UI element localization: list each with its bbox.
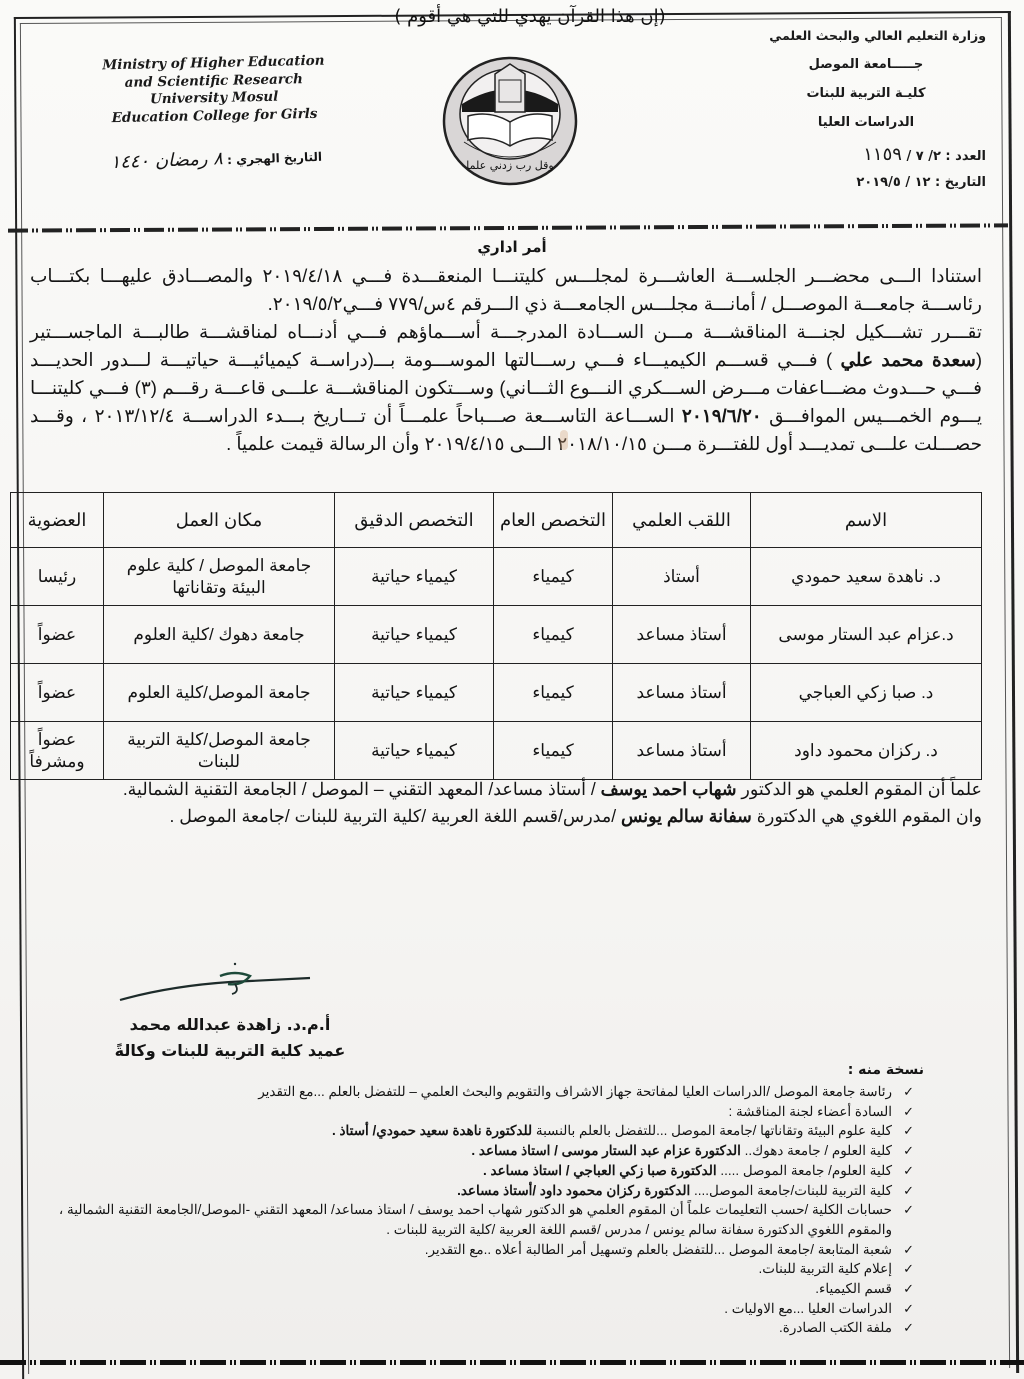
arabic-college: كليـة التربية للبنات xyxy=(806,86,926,101)
list-item xyxy=(34,1102,914,1122)
check-icon: ✓ xyxy=(903,1084,914,1099)
english-ministry: Ministry of Higher Education xyxy=(102,52,325,74)
cell-precise-specialty: كيمياء حياتية xyxy=(335,548,494,606)
committee-table xyxy=(10,492,982,780)
cell-general-specialty: كيمياء xyxy=(494,664,613,722)
cell-general-specialty: كيمياء xyxy=(494,606,613,664)
copy-recipient: ملفة الكتب الصادرة. xyxy=(779,1320,892,1336)
list-item xyxy=(34,1259,914,1279)
arabic-department: الدراسات العليا xyxy=(817,115,915,130)
cell-precise-specialty: كيمياء حياتية xyxy=(335,606,494,664)
english-letterhead xyxy=(83,52,344,127)
copy-recipient-bold: الدكتورة ركزان محمود داود /أستاذ مساعد. xyxy=(457,1182,691,1198)
hijri-date-value: ٨ رمضان ١٤٤٠ xyxy=(110,148,224,174)
column-header-title: اللقب العلمي xyxy=(613,493,751,548)
list-item xyxy=(34,1299,914,1319)
cell-name: د. صبا زكي العباجي xyxy=(751,664,982,722)
list-item xyxy=(34,1279,914,1299)
english-ministry-2: and Scientific Research xyxy=(124,70,304,91)
quran-verse: (إن هذا القرآن يهدي للتي هي أقوم ) xyxy=(394,6,666,27)
linguistic-evaluator-name: سفانة سالم يونس xyxy=(620,806,752,826)
note-text: /مدرس/قسم اللغة العربية /كلية التربية للبنات /جامعة الموصل . xyxy=(169,806,621,826)
cell-name: د. ناهدة سعيد حمودي xyxy=(751,548,982,606)
signatory-name: أ.م.د. زاهدة عبدالله محمد xyxy=(129,1015,331,1034)
linguistic-evaluator-note xyxy=(30,803,982,830)
copy-recipient: الدراسات العليا ...مع الاوليات . xyxy=(724,1300,892,1316)
check-icon: ✓ xyxy=(903,1143,914,1159)
english-university: University Mosul xyxy=(149,88,279,108)
cell-membership: عضواً ومشرفاً xyxy=(11,722,104,780)
copies-list xyxy=(34,1082,914,1338)
cell-workplace: جامعة الموصل/كلية التربية للبنات xyxy=(104,722,335,780)
list-item xyxy=(34,1181,914,1201)
cell-title: أستاذ مساعد xyxy=(613,722,751,780)
note-text: علماً أن المقوم العلمي هو الدكتور xyxy=(736,779,982,799)
check-icon: ✓ xyxy=(903,1123,914,1139)
reference-number xyxy=(746,144,986,165)
cell-name: د. ركزان محمود داود xyxy=(751,722,982,780)
cell-general-specialty: كيمياء xyxy=(494,722,613,780)
check-icon: ✓ xyxy=(903,1320,914,1336)
english-college: Education College for Girls xyxy=(111,105,318,126)
order-paragraph-2 xyxy=(30,318,982,458)
copies-heading: نسخة منه : xyxy=(847,1062,924,1078)
column-header-precise-specialty: التخصص الدقيق xyxy=(335,493,494,548)
copy-recipient-bold: للدكتورة ناهدة سعيد حمودي/ أستاذ . xyxy=(332,1123,533,1139)
copy-recipient: كلية علوم البيئة وتقاناتها /جامعة الموصل ...للتفضل بالعلم بالنسبة xyxy=(532,1123,892,1139)
list-item xyxy=(34,1141,914,1161)
cell-title: أستاذ xyxy=(613,548,751,606)
list-item xyxy=(34,1240,914,1260)
cell-membership: عضواً xyxy=(11,664,104,722)
column-header-workplace: مكان العمل xyxy=(104,493,335,548)
check-icon: ✓ xyxy=(903,1103,914,1119)
letter-date-label: التاريخ : ١٢ / xyxy=(905,175,986,190)
check-icon: ✓ xyxy=(903,1241,914,1257)
signatory-block xyxy=(100,1012,360,1064)
copy-recipient: كلية العلوم/ جامعة الموصل ..... xyxy=(716,1162,892,1178)
scientific-evaluator-note xyxy=(30,776,982,803)
order-body xyxy=(30,262,982,458)
order-paragraph-1: استنادا الـــى محضـــر الجلســـة العاشـــرة لمجلـــس كليتنـــا المنعقـــدة فـــي ٢٠١٩/٤/١٨ والمصـــادق عليهـــا بكتـــاب رئاســـة جامعـــة الموصـــل / أمانـــة مجلـــس الجامعـــة ذي الـــرقم ٤س/٧٧٩ فـــي٢٠١٩/٥/٢. xyxy=(30,265,982,314)
check-icon: ✓ xyxy=(903,1261,914,1277)
copy-recipient-bold: الدكتورة عزام عبد الستار موسى / استاذ مساعد . xyxy=(471,1143,741,1159)
defense-date: ٢٠١٩/٦/٢٠ xyxy=(681,405,762,426)
list-item xyxy=(34,1121,914,1141)
cell-title: أستاذ مساعد xyxy=(613,664,751,722)
reference-number-value: ١١٥٩ xyxy=(863,144,902,165)
scientific-evaluator-name: شهاب احمد يوسف xyxy=(600,779,737,799)
hijri-date-label: التاريخ الهجري : xyxy=(226,149,323,168)
student-name: سعدة محمد علي xyxy=(840,349,976,370)
copy-recipient: شعبة المتابعة /جامعة الموصل ...للتفضل بالعلم وتسهيل أمر الطالبة أعلاه ..مع التقدير. xyxy=(424,1241,892,1257)
letter-date-value: ٢٠١٩/٥ xyxy=(856,175,901,190)
cell-precise-specialty: كيمياء حياتية xyxy=(335,664,494,722)
cell-membership: عضواً xyxy=(11,606,104,664)
cell-workplace: جامعة الموصل/كلية العلوم xyxy=(104,664,335,722)
handwritten-signature-icon xyxy=(110,960,350,1010)
cell-membership: رئيسا xyxy=(11,548,104,606)
cell-precise-specialty: كيمياء حياتية xyxy=(335,722,494,780)
note-text: / أستاذ مساعد/ المعهد التقني – الموصل / الجامعة التقنية الشمالية. xyxy=(122,779,601,799)
check-icon: ✓ xyxy=(903,1202,914,1218)
signatory-title: عميد كلية التربية للبنات وكالةً xyxy=(114,1041,346,1060)
list-item xyxy=(34,1200,914,1239)
cell-workplace: جامعة الموصل / كلية علوم البيئة وتقاناتها xyxy=(104,548,335,606)
evaluator-notes xyxy=(30,776,982,830)
table-row xyxy=(11,722,982,780)
table-row xyxy=(11,664,982,722)
university-logo-icon xyxy=(440,54,580,188)
copy-recipient: السادة أعضاء لجنة المناقشة : xyxy=(728,1103,892,1119)
copy-recipient: كلية العلوم / جامعة دهوك.. xyxy=(740,1143,892,1159)
order-title: أمر اداري xyxy=(477,238,547,256)
table-row xyxy=(11,606,982,664)
copy-recipient: حسابات الكلية /حسب التعليمات علماً أن المقوم العلمي هو الدكتور شهاب احمد يوسف / استاذ مساعد/ المعهد التقني -الموصل/الجامعة التقنية الشمالية ، والمقوم اللغوي الدكتورة سفانة سالم يونس / مدرس /قسم اللغة العربية /كلية التربية للبنات . xyxy=(58,1202,892,1237)
arabic-university: جـــــامعة الموصل xyxy=(808,57,924,72)
reference-number-label: العدد : ٢/ ٧ / xyxy=(906,149,986,164)
order-paragraph-2b: ) فـــي قســـم الكيميـــاء فـــي رســـالتها الموســـومة بـــ(دراســة كيميائيـــة حياتيـــة لـــدور الحديـــد فـــي حـــدوث مضـــاعفات مـــرض الســـكري النـــوع الثـــاني) وســـتكون المناقشـــة علـــى قاعـــة رقـــم (٣) فـــي كليتنـــا يـــوم الخمـــيس الموافـــق xyxy=(30,349,982,426)
paper-stain xyxy=(560,430,568,450)
table-row xyxy=(11,548,982,606)
check-icon: ✓ xyxy=(903,1182,914,1198)
cell-workplace: جامعة دهوك /كلية العلوم xyxy=(104,606,335,664)
check-icon: ✓ xyxy=(903,1162,914,1178)
footer-separator xyxy=(0,1360,1024,1365)
cell-title: أستاذ مساعد xyxy=(613,606,751,664)
column-header-membership: العضوية xyxy=(11,493,104,548)
column-header-general-specialty: التخصص العام xyxy=(494,493,613,548)
arabic-letterhead xyxy=(746,28,986,190)
letter-date xyxy=(746,175,986,190)
list-item xyxy=(34,1082,914,1102)
check-icon: ✓ xyxy=(903,1300,914,1316)
order-paragraph-2a: تقـــرر تشـــكيل لجنـــة المناقشـــة مـــن الســـادة المدرجـــة أســـماؤهم فـــي أدنـــاه لمناقشـــة طالبـــة الماجســـتير ( xyxy=(30,321,983,370)
list-item xyxy=(34,1161,914,1181)
copy-recipient: رئاسة جامعة الموصل /الدراسات العليا لمفاتحة جهاز الاشراف والتقويم والبحث العلمي – للتفضل بالعلم ...مع التقدير xyxy=(258,1084,892,1099)
copy-recipient: إعلام كلية التربية للبنات. xyxy=(758,1261,892,1277)
column-header-name: الاسم xyxy=(751,493,982,548)
arabic-ministry: وزارة التعليم العالي والبحث العلمي xyxy=(769,28,986,43)
cell-general-specialty: كيمياء xyxy=(494,548,613,606)
logo-motto: وقل رب زدني علما xyxy=(466,159,554,172)
copy-recipient-bold: الدكتورة صبا زكي العباجي / استاذ مساعد . xyxy=(483,1162,717,1178)
copy-recipient: كلية التربية للبنات/جامعة الموصل.... xyxy=(690,1182,892,1198)
copy-recipient: قسم الكيمياء. xyxy=(815,1281,892,1297)
note-text: وان المقوم اللغوي هي الدكتورة xyxy=(751,806,982,826)
table-header-row xyxy=(11,493,982,548)
order-paragraph-2c: الســـاعة التاســـعة صـــباحاً علمـــاً أن تـــاريخ بـــدء الدراســـة ٢٠١٣/١٢/٤ ، وقـــد حصـــلت علـــى تمديـــد أول للفتـــرة مـــن ٢٠١٨/١٠/١٥ الـــى ٢٠١٩/٤/١٥ وأن الرسالة قيمت علمياً . xyxy=(30,405,982,454)
check-icon: ✓ xyxy=(903,1281,914,1297)
list-item xyxy=(34,1318,914,1338)
cell-name: د.عزام عبد الستار موسى xyxy=(751,606,982,664)
